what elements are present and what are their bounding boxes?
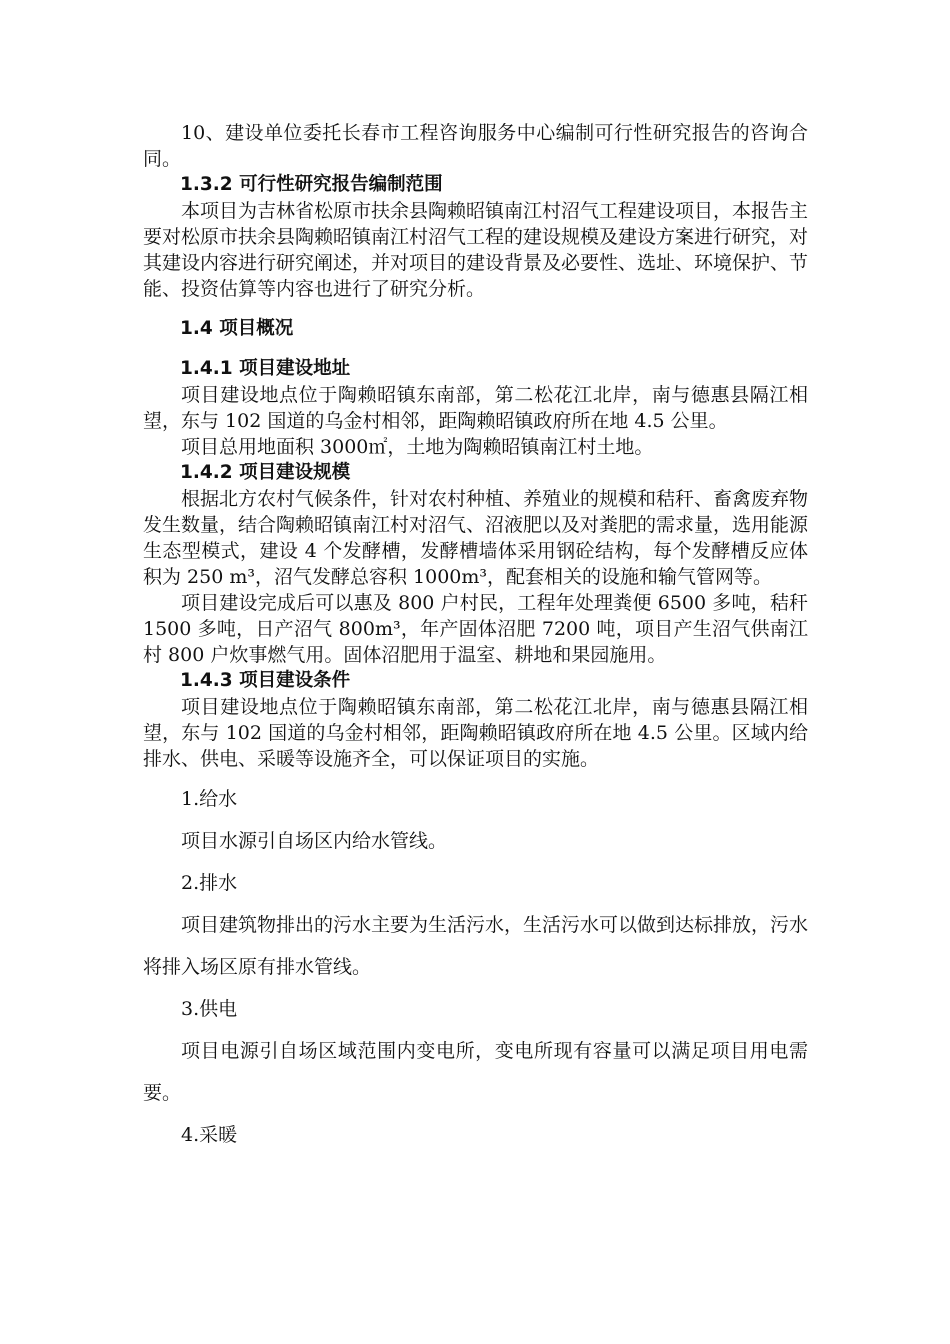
paragraph-location: 项目建设地点位于陶赖昭镇东南部，第二松花江北岸，南与德惠县隔江相望，东与 102 国道的乌金村相邻，距陶赖昭镇政府所在地 4.5 公里。 bbox=[143, 384, 808, 432]
paragraph-conditions: 项目建设地点位于陶赖昭镇东南部，第二松花江北岸，南与德惠县隔江相望，东与 102 国道的乌金村相邻，距陶赖昭镇政府所在地 4.5 公里。区域内给排水、供电、采暖等设施齐全，可以保证项目的实施。 bbox=[143, 696, 808, 770]
paragraph-drainage: 项目建筑物排出的污水主要为生活污水，生活污水可以做到达标排放，污水将排入场区原有排水管线。 bbox=[143, 914, 809, 978]
spacer bbox=[143, 302, 808, 316]
paragraph-benefits: 项目建设完成后可以惠及 800 户村民，工程年处理粪便 6500 多吨，秸秆 1500 多吨，日产沼气 800m³，年产固体沼肥 7200 吨，项目产生沼气供南江村 800 户炊事燃气用。固体沼肥用于温室、耕地和果园施用。 bbox=[143, 592, 808, 666]
list-item-drainage: 2.排水 bbox=[181, 872, 238, 894]
paragraph-contract-item: 10、建设单位委托长春市工程咨询服务中心编制可行性研究报告的咨询合同。 bbox=[143, 122, 808, 170]
document-body bbox=[143, 120, 808, 1156]
heading-1-4-3: 1.4.3 项目建设条件 bbox=[180, 670, 351, 691]
paragraph-land-area: 项目总用地面积 3000㎡，土地为陶赖昭镇南江村土地。 bbox=[181, 436, 654, 458]
heading-1-4: 1.4 项目概况 bbox=[180, 318, 294, 339]
paragraph-water-supply: 项目水源引自场区内给水管线。 bbox=[181, 830, 448, 852]
heading-1-3-2: 1.3.2 可行性研究报告编制范围 bbox=[180, 174, 443, 195]
list-item-heating: 4.采暖 bbox=[181, 1124, 238, 1146]
list-item-water-supply: 1.给水 bbox=[181, 788, 238, 810]
heading-1-4-1: 1.4.1 项目建设地址 bbox=[180, 358, 351, 379]
heading-1-4-2: 1.4.2 项目建设规模 bbox=[180, 462, 351, 483]
paragraph-scope: 本项目为吉林省松原市扶余县陶赖昭镇南江村沼气工程建设项目，本报告主要对松原市扶余县陶赖昭镇南江村沼气工程的建设规模及建设方案进行研究，对其建设内容进行研究阐述，并对项目的建设背景及必要性、选址、环境保护、节能、投资估算等内容也进行了研究分析。 bbox=[143, 200, 809, 300]
list-item-power: 3.供电 bbox=[181, 998, 238, 1020]
paragraph-scale: 根据北方农村气候条件，针对农村种植、养殖业的规模和秸秆、畜禽废弃物发生数量，结合陶赖昭镇南江村对沼气、沼液肥以及对粪肥的需求量，选用能源生态型模式，建设 4 个发酵槽，发酵槽墙体采用钢砼结构，每个发酵槽反应体积为 250 m³，沼气发酵总容积 1000m³，配套相关的设施和输气管网等。 bbox=[143, 488, 809, 588]
spacer bbox=[143, 342, 808, 356]
conditions-list bbox=[143, 778, 808, 1156]
paragraph-power: 项目电源引自场区域范围内变电所，变电所现有容量可以满足项目用电需要。 bbox=[143, 1040, 808, 1104]
